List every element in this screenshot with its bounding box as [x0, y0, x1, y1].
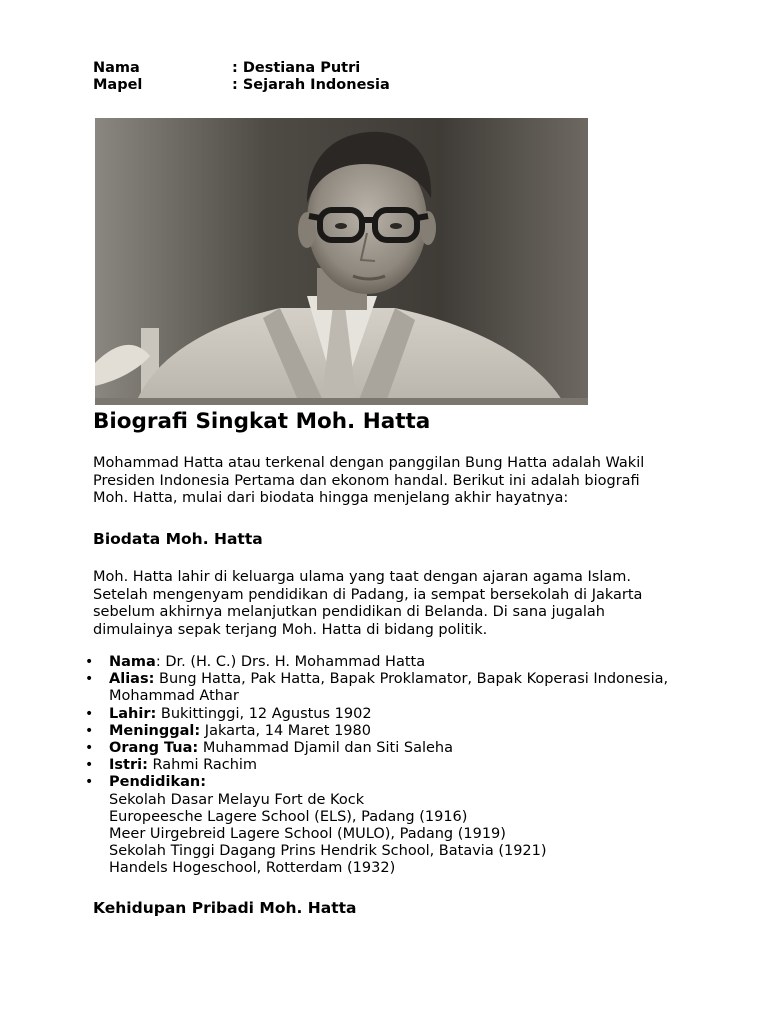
student-info: [93, 60, 390, 94]
biodata-paragraph: [93, 569, 642, 639]
list-item-meninggal: [85, 722, 668, 740]
bullet: •: [85, 722, 94, 739]
school-entry: Meer Uirgebreid Lagere School (MULO), Padang (1919): [109, 826, 506, 843]
fact-value: Muhammad Djamil dan Siti Saleha: [198, 740, 453, 757]
list-item-pendidikan: [85, 774, 668, 877]
fact-label: Lahir:: [109, 705, 157, 722]
subject-label: Mapel: [93, 77, 143, 93]
bullet: •: [85, 757, 94, 774]
fact-value: Bung Hatta, Pak Hatta, Bapak Proklamator, Bapak Koperasi Indonesia,: [154, 671, 669, 688]
bullet: •: [85, 774, 94, 791]
list-item-lahir: [85, 705, 668, 723]
biodata-line: dimulainya sepak terjang Moh. Hatta di bidang politik.: [93, 621, 488, 638]
portrait-photo: [95, 118, 588, 405]
school-entry: Handels Hogeschool, Rotterdam (1932): [109, 860, 396, 877]
bullet: •: [85, 671, 94, 688]
fact-value: Dr. (H. C.) Drs. H. Mohammad Hatta: [165, 654, 426, 670]
fact-label: Meninggal:: [109, 722, 201, 739]
fact-label: Nama: [109, 654, 156, 670]
fact-value: Rahmi Rachim: [147, 757, 258, 774]
list-item-alias: [85, 671, 669, 705]
intro-line: Mohammad Hatta atau terkenal dengan panggilan Bung Hatta adalah Wakil: [93, 455, 645, 471]
biodata-line: sebelum akhirnya melanjutkan pendidikan di Belanda. Di sana jugalah: [93, 604, 605, 620]
biodata-list: [85, 654, 669, 878]
fact-separator: :: [155, 654, 166, 670]
list-item-istri: [85, 757, 668, 774]
bullet: •: [85, 740, 94, 757]
biodata-line: Moh. Hatta lahir di keluarga ulama yang taat dengan ajaran agama Islam.: [93, 569, 631, 585]
intro-paragraph: [93, 455, 733, 508]
name-label: Nama: [93, 60, 140, 76]
list-item-nama: [85, 654, 668, 671]
fact-label: Orang Tua:: [109, 740, 199, 757]
fact-value-continued: Mohammad Athar: [109, 688, 239, 705]
bullet: •: [85, 654, 94, 670]
name-value: : Destiana Putri: [232, 60, 361, 76]
fact-label: Istri:: [109, 757, 148, 774]
subject-row: [93, 77, 390, 94]
page-title: Biografi Singkat Moh. Hatta: [93, 409, 431, 434]
section-heading-biodata: Biodata Moh. Hatta: [93, 530, 263, 548]
student-name-row: [93, 60, 390, 77]
list-item-orang-tua: [85, 740, 668, 757]
biodata-line: Setelah mengenyam pendidikan di Padang, ia sempat bersekolah di Jakarta: [93, 586, 643, 603]
fact-label: Alias:: [109, 671, 155, 688]
intro-line: Moh. Hatta, mulai dari biodata hingga menjelang akhir hayatnya:: [93, 490, 569, 506]
school-entry: Sekolah Tinggi Dagang Prins Hendrik School, Batavia (1921): [109, 843, 547, 860]
fact-label: Pendidikan:: [109, 774, 207, 791]
subject-value: : Sejarah Indonesia: [232, 77, 390, 93]
fact-value: Bukittinggi, 12 Agustus 1902: [156, 705, 372, 722]
section-heading-kehidupan: Kehidupan Pribadi Moh. Hatta: [93, 899, 357, 917]
school-entry: Europeesche Lagere School (ELS), Padang (1916): [109, 808, 468, 825]
school-entry: Sekolah Dasar Melayu Fort de Kock: [109, 791, 365, 808]
intro-line: Presiden Indonesia Pertama dan ekonom handal. Berikut ini adalah biografi: [93, 472, 640, 489]
fact-value: Jakarta, 14 Maret 1980: [200, 722, 371, 739]
bullet: •: [85, 705, 94, 722]
